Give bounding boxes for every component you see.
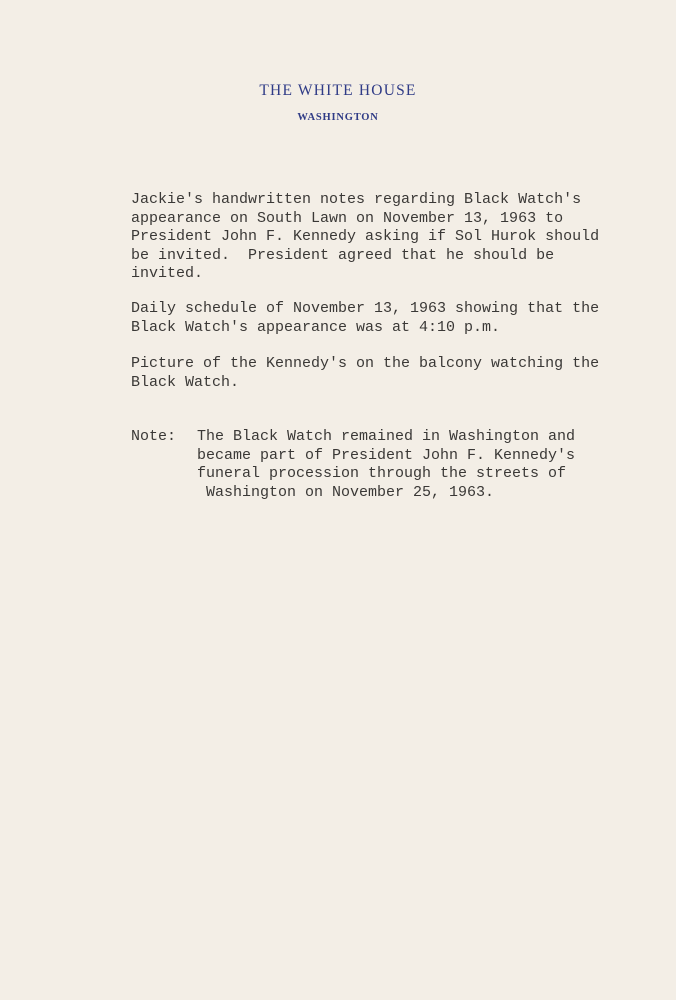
paragraph-picture bbox=[131, 355, 599, 392]
letterhead-subtitle: WASHINGTON bbox=[297, 112, 379, 123]
note-body bbox=[197, 428, 575, 502]
text-line: invited. bbox=[131, 265, 204, 282]
text-line: be invited. President agreed that he should be bbox=[131, 246, 555, 264]
text-line: appearance on South Lawn on November 13, 1963 to bbox=[131, 209, 564, 227]
text-line: funeral procession through the streets of bbox=[197, 465, 567, 482]
note-section bbox=[131, 428, 651, 502]
text-line: Daily schedule of November 13, 1963 showing that the bbox=[131, 300, 600, 317]
text-line: Washington on November 25, 1963. bbox=[206, 483, 495, 501]
text-line: Jackie's handwritten notes regarding Black Watch's bbox=[131, 191, 582, 208]
paragraph-daily-schedule bbox=[131, 300, 599, 337]
text-line: Black Watch's appearance was at 4:10 p.m. bbox=[131, 318, 501, 336]
text-line: became part of President John F. Kennedy's bbox=[197, 446, 576, 464]
letterhead-title: THE WHITE HOUSE bbox=[259, 82, 417, 99]
text-line: Black Watch. bbox=[131, 373, 240, 391]
paragraph-handwritten-notes bbox=[131, 191, 599, 284]
text-line: President John F. Kennedy asking if Sol Hurok should bbox=[131, 228, 600, 245]
text-line: The Black Watch remained in Washington and bbox=[197, 428, 576, 445]
text-line: Picture of the Kennedy's on the balcony watching the bbox=[131, 355, 600, 372]
note-label: Note: bbox=[131, 428, 177, 445]
